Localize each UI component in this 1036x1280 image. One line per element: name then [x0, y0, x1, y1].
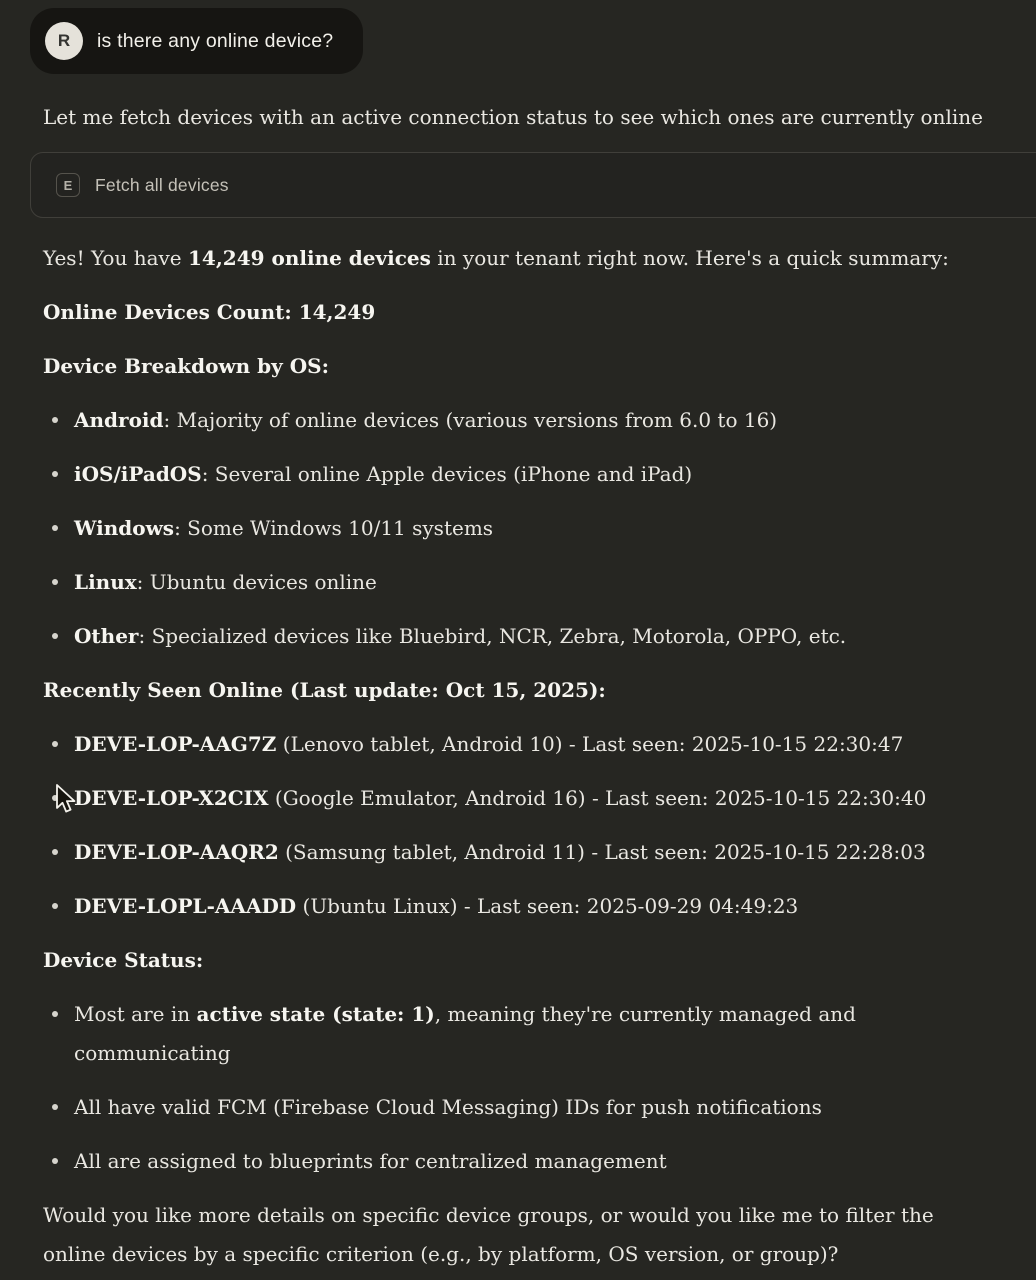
list-item	[43, 887, 1018, 926]
summary-intro-paragraph	[43, 239, 1018, 278]
os-desc: : Specialized devices like Bluebird, NCR, Zebra, Motorola, OPPO, etc.	[138, 624, 847, 648]
os-desc: : Several online Apple devices (iPhone and iPad)	[201, 462, 693, 486]
status-post: All have valid FCM (Firebase Cloud Messaging) IDs for push notifications	[74, 1095, 822, 1119]
user-avatar	[45, 22, 83, 60]
tool-letter-icon: E	[56, 173, 80, 197]
os-term: iOS/iPadOS	[74, 462, 202, 486]
assistant-lead-paragraph: Let me fetch devices with an active connection status to see which ones are currently online	[43, 105, 983, 129]
list-item	[43, 779, 1018, 818]
os-term: Android	[74, 408, 164, 432]
list-item	[43, 1088, 1018, 1127]
os-breakdown-list	[43, 401, 1018, 656]
os-desc: : Majority of online devices (various versions from 6.0 to 16)	[163, 408, 778, 432]
device-desc: (Samsung tablet, Android 11) - Last seen: 2025-10-15 22:28:03	[278, 840, 926, 864]
user-message-text: is there any online device?	[97, 29, 334, 52]
user-message-bubble	[30, 8, 363, 74]
os-term: Linux	[74, 570, 137, 594]
device-desc: (Ubuntu Linux) - Last seen: 2025-09-29 04:49:23	[296, 894, 799, 918]
status-post: All are assigned to blueprints for centralized management	[74, 1149, 667, 1173]
summary-intro-pre: Yes! You have	[43, 246, 188, 270]
device-name: DEVE-LOP-AAQR2	[74, 840, 279, 864]
os-desc: : Some Windows 10/11 systems	[174, 516, 494, 540]
recent-devices-list	[43, 725, 1018, 926]
list-item	[43, 617, 1018, 656]
list-item	[43, 563, 1018, 602]
closing-paragraph: Would you like more details on specific device groups, or would you like me to filter the online devices by a specific criterion (e.g., by platform, OS version, or group)?	[43, 1203, 934, 1266]
list-item	[43, 509, 1018, 548]
assistant-answer	[43, 239, 1018, 1274]
os-term: Windows	[74, 516, 175, 540]
device-name: DEVE-LOP-AAG7Z	[74, 732, 277, 756]
list-item	[43, 725, 1018, 764]
recent-heading: Recently Seen Online (Last update: Oct 15, 2025):	[43, 678, 606, 702]
list-item	[43, 455, 1018, 494]
tool-call-label: Fetch all devices	[95, 174, 229, 195]
summary-intro-bold: 14,249 online devices	[188, 246, 431, 270]
status-bold: active state (state: 1)	[196, 1002, 435, 1026]
user-message-row	[0, 0, 1036, 74]
status-heading: Device Status:	[43, 948, 204, 972]
device-desc: (Lenovo tablet, Android 10) - Last seen: 2025-10-15 22:30:47	[276, 732, 904, 756]
device-name: DEVE-LOPL-AAADD	[74, 894, 297, 918]
os-desc: : Ubuntu devices online	[136, 570, 377, 594]
device-desc: (Google Emulator, Android 16) - Last seen: 2025-10-15 22:30:40	[268, 786, 927, 810]
device-name: DEVE-LOP-X2CIX	[74, 786, 269, 810]
list-item	[43, 995, 948, 1073]
user-avatar-letter: R	[57, 31, 71, 50]
list-item	[43, 833, 1018, 872]
breakdown-heading: Device Breakdown by OS:	[43, 354, 329, 378]
os-term: Other	[74, 624, 139, 648]
tool-call-card[interactable]	[30, 152, 1036, 218]
summary-intro-post: in your tenant right now. Here's a quick summary:	[430, 246, 949, 270]
list-item	[43, 1142, 1018, 1181]
status-pre: Most are in	[74, 1002, 197, 1026]
status-post: , meaning they're currently managed and communicating	[74, 1002, 856, 1065]
status-list	[43, 995, 1018, 1181]
online-count-heading: Online Devices Count: 14,249	[43, 300, 376, 324]
list-item	[43, 401, 1018, 440]
